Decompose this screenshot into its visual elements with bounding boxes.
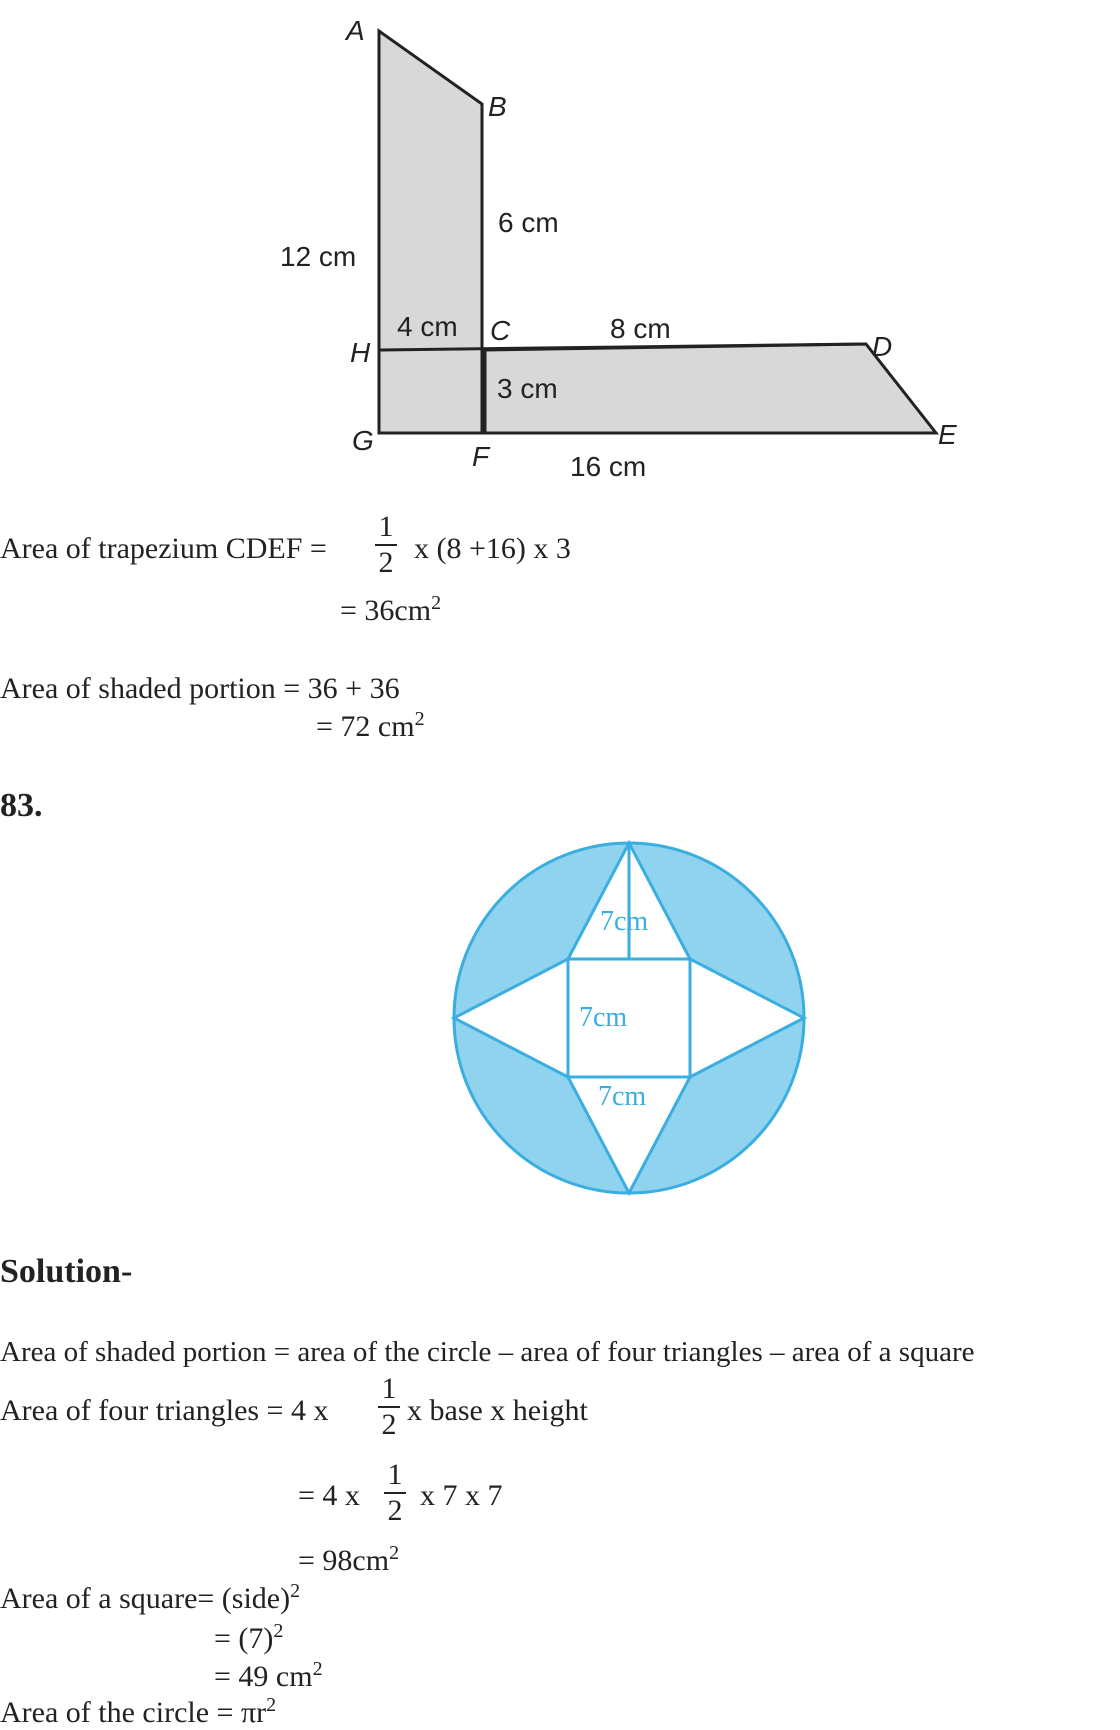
triangles-step-fraction	[384, 1460, 406, 1526]
label-12cm: 12 cm	[280, 241, 357, 272]
point-b: B	[488, 91, 507, 122]
square-area-exponent: 2	[290, 1580, 301, 1602]
square-area-text: Area of a square= (side)	[0, 1582, 291, 1615]
point-h: H	[350, 337, 371, 368]
trapezium-result-exponent: 2	[431, 592, 442, 614]
label-8cm: 8 cm	[610, 313, 671, 344]
square-step-2-exponent: 2	[273, 1620, 284, 1642]
square-area-line	[0, 1582, 300, 1616]
point-a: A	[346, 15, 365, 46]
question-number: 83.	[0, 787, 43, 824]
four-triangles-line: Area of four triangles = 4 x	[0, 1394, 329, 1427]
triangles-result-exponent: 2	[389, 1542, 400, 1564]
step-fraction-denominator: 2	[387, 1494, 403, 1527]
upper-shape-abfg	[379, 31, 482, 433]
square-result-text: = 49 cm	[214, 1660, 313, 1693]
composite-figure	[0, 0, 1120, 490]
point-e: E	[938, 419, 957, 450]
triangles-fraction-denominator: 2	[381, 1408, 397, 1441]
triangles-fraction	[378, 1374, 400, 1440]
label-top-7cm: 7cm	[600, 906, 649, 937]
label-4cm: 4 cm	[397, 311, 458, 342]
step-fraction-numerator: 1	[387, 1458, 403, 1491]
trapezium-area-line: Area of trapezium CDEF =	[0, 532, 327, 565]
trapezium-result-text: = 36cm	[340, 594, 432, 627]
label-middle-7cm: 7cm	[579, 1002, 628, 1033]
square-area-result	[214, 1660, 323, 1694]
circle-area-text: Area of the circle = πr	[0, 1696, 267, 1729]
point-g: G	[352, 425, 374, 456]
solution-heading: Solution-	[0, 1253, 133, 1290]
trapezium-area-suffix: x (8 +16) x 3	[414, 532, 571, 565]
fraction-numerator: 1	[378, 510, 394, 543]
label-3cm: 3 cm	[497, 373, 558, 404]
shaded-area-result	[316, 710, 425, 744]
four-triangles-step-2: = 4 x	[298, 1479, 360, 1512]
label-16cm: 16 cm	[570, 451, 647, 482]
solution-line-1: Area of shaded portion = area of the circle – area of four triangles – area of a square	[0, 1336, 975, 1368]
circle-area-exponent: 2	[266, 1694, 277, 1716]
triangles-result-text: = 98cm	[298, 1544, 390, 1577]
square-step-2-text: = (7)	[214, 1622, 274, 1655]
label-bottom-7cm: 7cm	[598, 1081, 647, 1112]
triangles-fraction-numerator: 1	[381, 1372, 397, 1405]
fraction-half	[375, 512, 397, 578]
shaded-result-text: = 72 cm	[316, 710, 415, 743]
shaded-area-line: Area of shaded portion = 36 + 36	[0, 672, 400, 705]
square-area-step-2	[214, 1622, 283, 1656]
label-6cm: 6 cm	[498, 207, 559, 238]
point-f: F	[472, 441, 490, 472]
four-triangles-result	[298, 1544, 399, 1578]
fraction-denominator: 2	[378, 546, 394, 579]
four-triangles-suffix: x base x height	[407, 1394, 588, 1427]
trapezium-area-result	[340, 594, 441, 628]
point-c: C	[490, 315, 511, 346]
point-d: D	[872, 331, 893, 362]
figure-shapes	[379, 31, 936, 433]
square-result-exponent: 2	[312, 1658, 323, 1680]
shaded-result-exponent: 2	[414, 708, 425, 730]
circle-figure	[0, 836, 1120, 1196]
four-triangles-step-2-suffix: x 7 x 7	[420, 1479, 503, 1512]
circle-area-line	[0, 1696, 276, 1730]
